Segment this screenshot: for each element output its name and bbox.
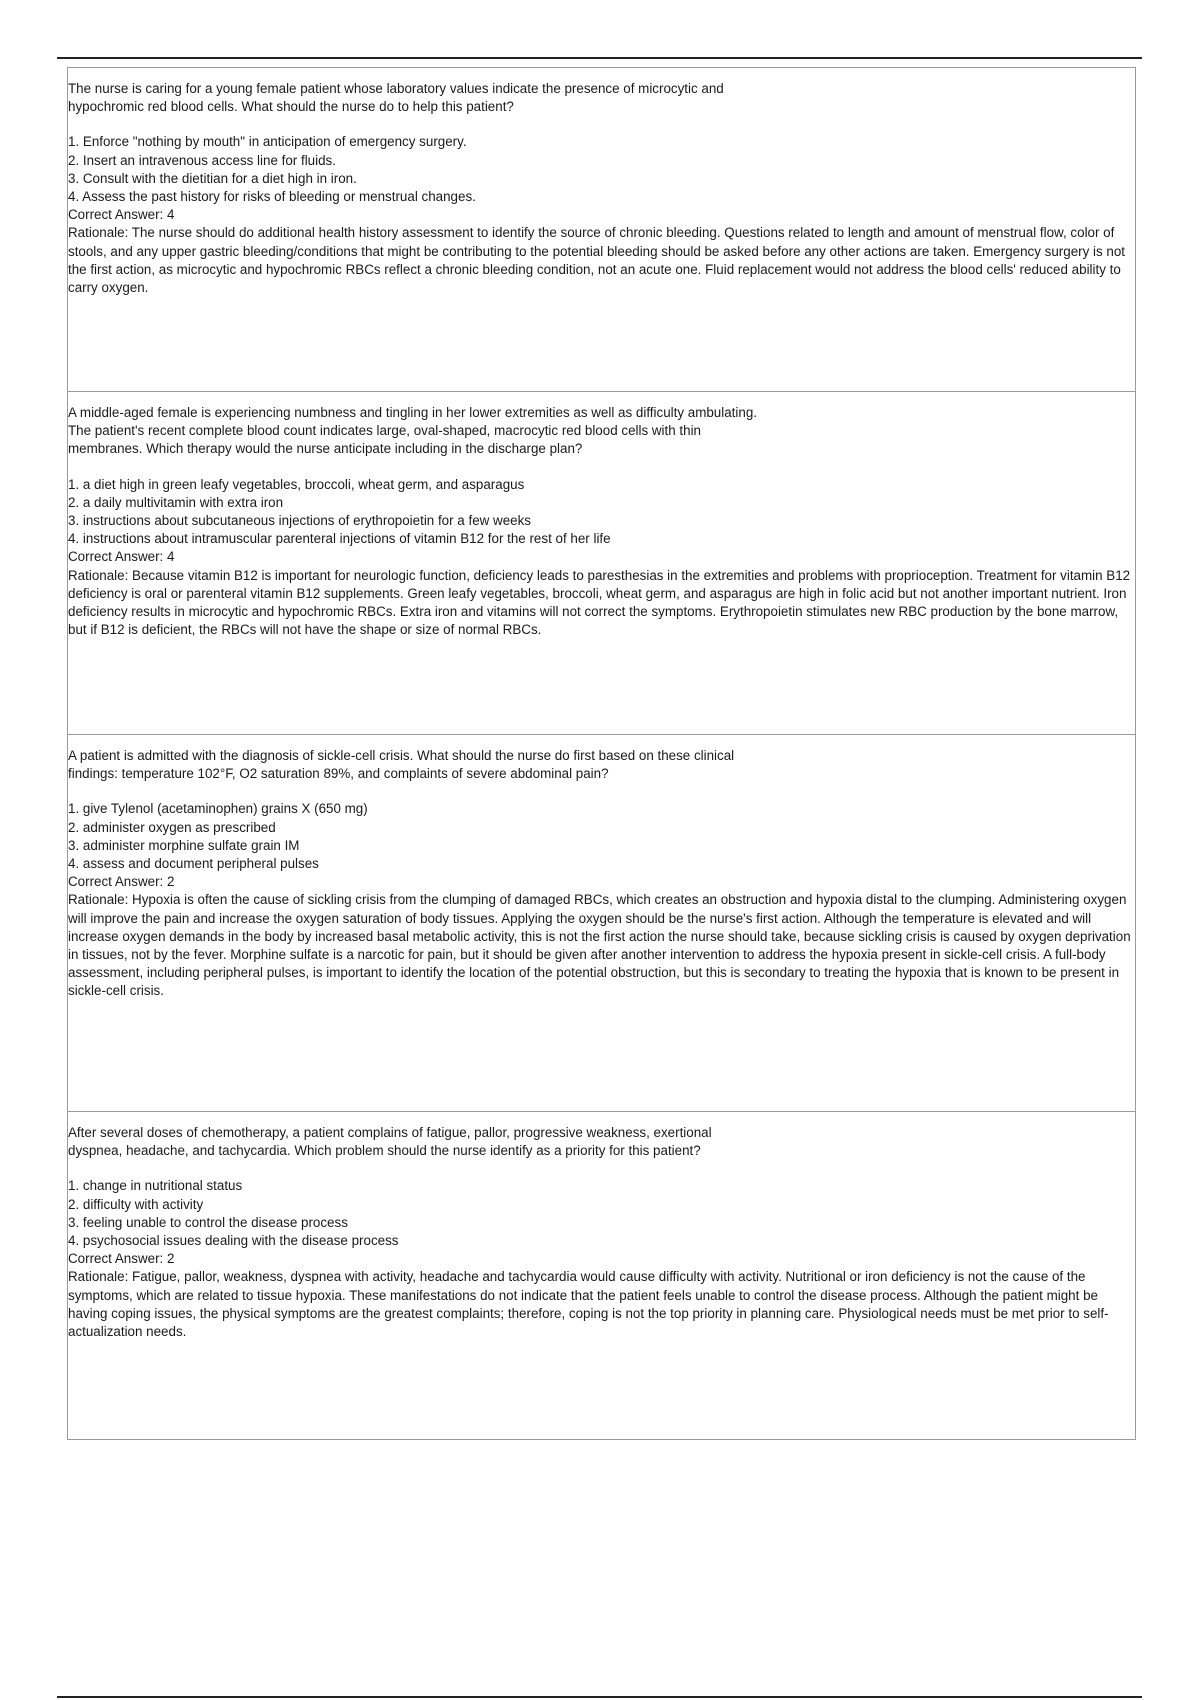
option-1: 1. give Tylenol (acetaminophen) grains X (650 mg) bbox=[68, 801, 368, 817]
header-rule bbox=[57, 57, 1142, 59]
correct-answer: Correct Answer: 4 bbox=[68, 549, 175, 565]
option-4: 4. psychosocial issues dealing with the disease process bbox=[68, 1233, 399, 1249]
option-2: 2. Insert an intravenous access line for fluids. bbox=[68, 152, 336, 168]
question-block-2 bbox=[68, 391, 1135, 734]
option-4: 4. instructions about intramuscular parenteral injections of vitamin B12 for the rest of her life bbox=[68, 531, 611, 547]
correct-answer: Correct Answer: 4 bbox=[68, 207, 175, 223]
option-1: 1. a diet high in green leafy vegetables, broccoli, wheat germ, and asparagus bbox=[68, 476, 525, 492]
option-4: 4. Assess the past history for risks of bleeding or menstrual changes. bbox=[68, 189, 476, 205]
question-text: A middle-aged female is experiencing numbness and tingling in her lower extremities as well as difficulty ambulating. The patient's recent complete blood count indicates large, oval-shaped, macrocytic red blood cells with thin membranes. Which therapy would the nurse anticipate including in the discharge plan? bbox=[68, 405, 757, 457]
option-4: 4. assess and document peripheral pulses bbox=[68, 856, 319, 872]
question-block-4 bbox=[68, 1111, 1135, 1439]
footer-rule bbox=[57, 1696, 1142, 1698]
question-text: After several doses of chemotherapy, a patient complains of fatigue, pallor, progressive weakness, exertional dyspnea, headache, and tachycardia. Which problem should the nurse identify as a priority for this patient? bbox=[68, 1125, 712, 1159]
question-text: A patient is admitted with the diagnosis of sickle-cell crisis. What should the nurse do first based on these clinical findings: temperature 102°F, O2 saturation 89%, and complaints of severe abdominal pain? bbox=[68, 748, 735, 782]
answer-options bbox=[68, 133, 1131, 206]
rationale-text: Rationale: The nurse should do additional health history assessment to identify the source of chronic bleeding. Questions related to length and amount of menstrual flow, color of stools, and any upper gastric bleeding/conditions that might be contributing to the potential bleeding should be asked before any other actions are taken. Emergency surgery is not the first action, as microcytic and hypochromic RBCs reflect a chronic bleeding condition, not an acute one. Fluid replacement would not address the blood cells' reduced ability to carry oxygen. bbox=[68, 225, 1126, 296]
option-3: 3. instructions about subcutaneous injections of erythropoietin for a few weeks bbox=[68, 513, 531, 529]
option-2: 2. difficulty with activity bbox=[68, 1196, 204, 1212]
question-text: The nurse is caring for a young female patient whose laboratory values indicate the presence of microcytic and hypochromic red blood cells. What should the nurse do to help this patient? bbox=[68, 81, 724, 115]
rationale-text: Rationale: Hypoxia is often the cause of sickling crisis from the clumping of damaged RBCs, which creates an obstruction and hypoxia distal to the clumping. Administering oxygen will improve the pain and increase the oxygen saturation of body tissues. Applying the oxygen should be the nurse's first action. Although the temperature is elevated and will increase oxygen demands in the body by increased basal metabolic activity, this is not the first action the nurse should take, because sickling crisis is caused by oxygen deprivation in tissues, not by the fever. Morphine sulfate is a narcotic for pain, but it should be given after another intervention to address the hypoxia present in sickle-cell crisis. A full-body assessment, including peripheral pulses, is important to identify the location of the potential obstruction, but this is secondary to treating the hypoxia that is known to be present in sickle-cell crisis. bbox=[68, 892, 1131, 999]
option-2: 2. a daily multivitamin with extra iron bbox=[68, 494, 284, 510]
correct-answer: Correct Answer: 2 bbox=[68, 874, 175, 890]
answer-options bbox=[68, 1177, 1131, 1250]
question-table bbox=[67, 67, 1136, 1440]
rationale-text: Rationale: Fatigue, pallor, weakness, dyspnea with activity, headache and tachycardia would cause difficulty with activity. Nutritional or iron deficiency is not the cause of the symptoms, which are related to tissue hypoxia. These manifestations do not indicate that the patient feels unable to control the disease process. Although the patient might be having coping issues, the physical symptoms are the greatest complaints; therefore, coping is not the top priority in planning care. Physiological needs must be met prior to self-actualization needs. bbox=[68, 1269, 1109, 1340]
answer-options bbox=[68, 476, 1131, 549]
answer-options bbox=[68, 800, 1131, 873]
option-3: 3. Consult with the dietitian for a diet high in iron. bbox=[68, 170, 357, 186]
correct-answer: Correct Answer: 2 bbox=[68, 1251, 175, 1267]
option-2: 2. administer oxygen as prescribed bbox=[68, 819, 276, 835]
question-block-3 bbox=[68, 734, 1135, 1111]
option-3: 3. feeling unable to control the disease process bbox=[68, 1214, 348, 1230]
rationale-text: Rationale: Because vitamin B12 is important for neurologic function, deficiency leads to paresthesias in the extremities and problems with proprioception. Treatment for vitamin B12 deficiency is oral or parenteral vitamin B12 supplements. Green leafy vegetables, broccoli, wheat germ, and asparagus are high in folic acid but not another important nutrient. Iron deficiency results in microcytic and hypochromic RBCs. Extra iron and vitamins will not correct the symptoms. Erythropoietin stimulates new RBC production by the bone marrow, but if B12 is deficient, the RBCs will not have the shape or size of normal RBCs. bbox=[68, 567, 1131, 638]
option-3: 3. administer morphine sulfate grain IM bbox=[68, 837, 300, 853]
option-1: 1. Enforce "nothing by mouth" in anticipation of emergency surgery. bbox=[68, 134, 467, 150]
option-1: 1. change in nutritional status bbox=[68, 1178, 243, 1194]
question-block-1 bbox=[68, 68, 1135, 391]
